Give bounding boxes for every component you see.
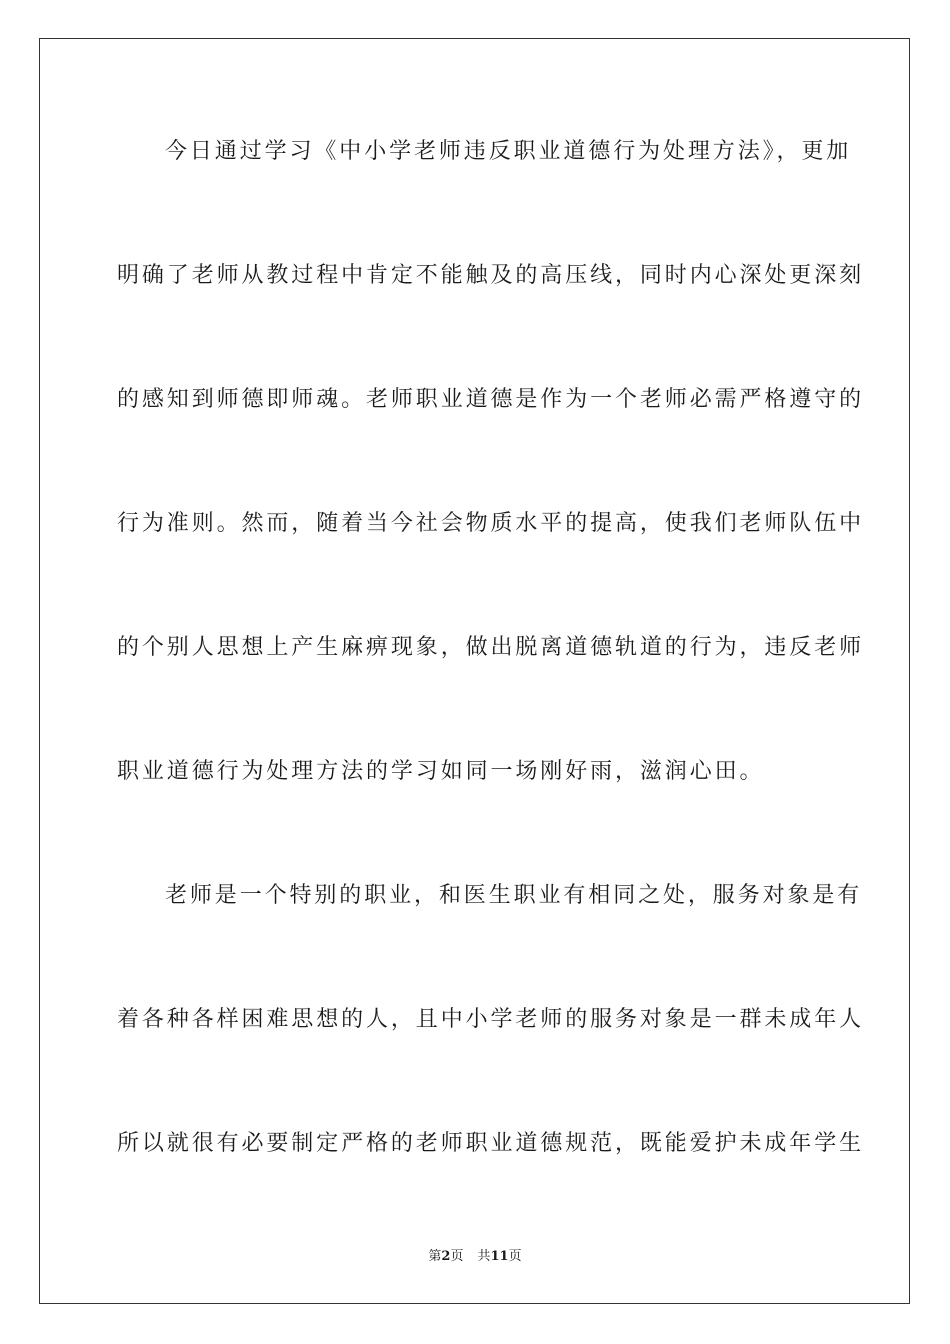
paragraph-1-line-1: 今日通过学习《中小学老师违反职业道德行为处理方法》，更加 <box>165 139 852 164</box>
page-unit: 页 <box>450 1249 464 1264</box>
page-prefix: 第 <box>428 1249 442 1264</box>
page-footer <box>0 1248 950 1266</box>
paragraph-2-line-2: 着各种各样困难思想的人，且中小学老师的服务对象是一群未成年人 <box>117 1007 865 1032</box>
paragraph-1-line-2: 明确了老师从教过程中肯定不能触及的高压线，同时内心深处更深刻 <box>117 263 865 288</box>
page-border <box>39 38 910 1304</box>
paragraph-2-line-3: 所以就很有必要制定严格的老师职业道德规范，既能爱护未成年学生 <box>117 1131 865 1156</box>
paragraph-1-line-4: 行为准则。然而，随着当今社会物质水平的提高，使我们老师队伍中 <box>117 511 865 536</box>
total-unit: 页 <box>508 1249 522 1264</box>
paragraph-1-line-6: 职业道德行为处理方法的学习如同一场刚好雨，滋润心田。 <box>117 759 765 784</box>
paragraph-1-line-5: 的个别人思想上产生麻痹现象，做出脱离道德轨道的行为，违反老师 <box>117 635 865 660</box>
total-prefix: 共 <box>477 1249 491 1264</box>
page-total: 11 <box>490 1249 509 1264</box>
paragraph-1-line-3: 的感知到师德即师魂。老师职业道德是作为一个老师必需严格遵守的 <box>117 387 865 412</box>
page-current: 2 <box>441 1249 451 1264</box>
paragraph-2-line-1: 老师是一个特别的职业，和医生职业有相同之处，服务对象是有 <box>165 883 863 908</box>
